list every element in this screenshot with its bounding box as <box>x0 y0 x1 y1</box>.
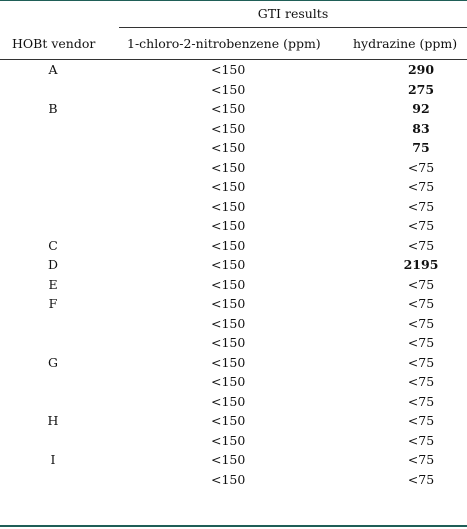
table-row <box>0 138 467 158</box>
cell-hydrazine: <75 <box>407 471 435 487</box>
table-row <box>0 431 467 451</box>
cell-hydrazine: 75 <box>412 140 430 155</box>
cell-chloronitrobenzene: <150 <box>211 296 246 311</box>
group-header-underline <box>119 27 467 28</box>
cell-hydrazine: <75 <box>407 237 435 253</box>
cell-hydrazine: 83 <box>412 120 430 136</box>
column-header-hydrazine: hydrazine (ppm) <box>353 36 458 51</box>
cell-hydrazine: <75 <box>407 179 435 194</box>
column-header-chloronitrobenzene: 1-chloro-2-nitrobenzene (ppm) <box>127 36 321 51</box>
table-row <box>0 80 467 100</box>
table-row <box>0 216 467 236</box>
table-row <box>0 294 467 314</box>
cell-chloronitrobenzene: <150 <box>211 471 246 487</box>
cell-chloronitrobenzene: <150 <box>211 179 246 194</box>
cell-vendor: E <box>48 276 58 292</box>
cell-chloronitrobenzene: <150 <box>211 393 246 409</box>
column-header-vendor: HOBt vendor <box>12 36 96 51</box>
table-row <box>0 177 467 197</box>
cell-chloronitrobenzene: <150 <box>211 159 246 175</box>
table-row <box>0 411 467 431</box>
cell-vendor: F <box>48 296 58 311</box>
cell-chloronitrobenzene: <150 <box>211 101 246 116</box>
cell-chloronitrobenzene: <150 <box>211 120 246 136</box>
cell-hydrazine: <75 <box>407 452 435 467</box>
cell-hydrazine: <75 <box>407 335 435 350</box>
cell-hydrazine: <75 <box>407 432 435 448</box>
cell-chloronitrobenzene: <150 <box>211 140 246 155</box>
group-header-gti-results: GTI results <box>257 6 329 21</box>
table-top-rule <box>0 0 467 1</box>
cell-vendor: D <box>47 257 59 272</box>
cell-hydrazine: 275 <box>407 81 435 97</box>
cell-hydrazine: <75 <box>407 198 435 214</box>
cell-hydrazine: <75 <box>407 218 435 233</box>
table-row <box>0 450 467 470</box>
table-row <box>0 60 467 80</box>
table-row <box>0 275 467 295</box>
table-row <box>0 333 467 353</box>
cell-chloronitrobenzene: <150 <box>211 198 246 214</box>
cell-hydrazine: <75 <box>407 159 435 175</box>
cell-vendor: H <box>47 413 59 428</box>
cell-chloronitrobenzene: <150 <box>211 432 246 448</box>
cell-hydrazine: <75 <box>407 393 435 409</box>
cell-vendor: I <box>50 452 56 467</box>
cell-hydrazine: <75 <box>407 315 435 331</box>
table-body <box>0 60 467 489</box>
table-row <box>0 470 467 490</box>
cell-chloronitrobenzene: <150 <box>211 354 246 370</box>
table-row <box>0 197 467 217</box>
cell-vendor: G <box>48 354 58 370</box>
cell-chloronitrobenzene: <150 <box>211 315 246 331</box>
table-row <box>0 314 467 334</box>
cell-chloronitrobenzene: <150 <box>211 374 246 389</box>
cell-hydrazine: <75 <box>407 276 435 292</box>
table-row <box>0 255 467 275</box>
cell-chloronitrobenzene: <150 <box>211 335 246 350</box>
table-row <box>0 119 467 139</box>
cell-chloronitrobenzene: <150 <box>211 452 246 467</box>
table-bottom-rule <box>0 525 467 527</box>
cell-hydrazine: <75 <box>407 296 435 311</box>
cell-chloronitrobenzene: <150 <box>211 276 246 292</box>
table-row <box>0 392 467 412</box>
cell-chloronitrobenzene: <150 <box>211 218 246 233</box>
cell-chloronitrobenzene: <150 <box>211 81 246 97</box>
table-row <box>0 353 467 373</box>
cell-hydrazine: 290 <box>407 62 435 77</box>
table-row <box>0 372 467 392</box>
table-row <box>0 158 467 178</box>
table-row <box>0 236 467 256</box>
cell-hydrazine: <75 <box>407 413 435 428</box>
cell-vendor: A <box>48 62 58 77</box>
cell-chloronitrobenzene: <150 <box>211 413 246 428</box>
table-row <box>0 99 467 119</box>
cell-chloronitrobenzene: <150 <box>211 62 246 77</box>
cell-chloronitrobenzene: <150 <box>211 257 246 272</box>
cell-hydrazine: <75 <box>407 354 435 370</box>
cell-hydrazine: 2195 <box>403 257 439 272</box>
cell-hydrazine: 92 <box>412 101 430 116</box>
cell-vendor: B <box>48 101 58 116</box>
cell-hydrazine: <75 <box>407 374 435 389</box>
cell-chloronitrobenzene: <150 <box>211 237 246 253</box>
cell-vendor: C <box>48 237 58 253</box>
